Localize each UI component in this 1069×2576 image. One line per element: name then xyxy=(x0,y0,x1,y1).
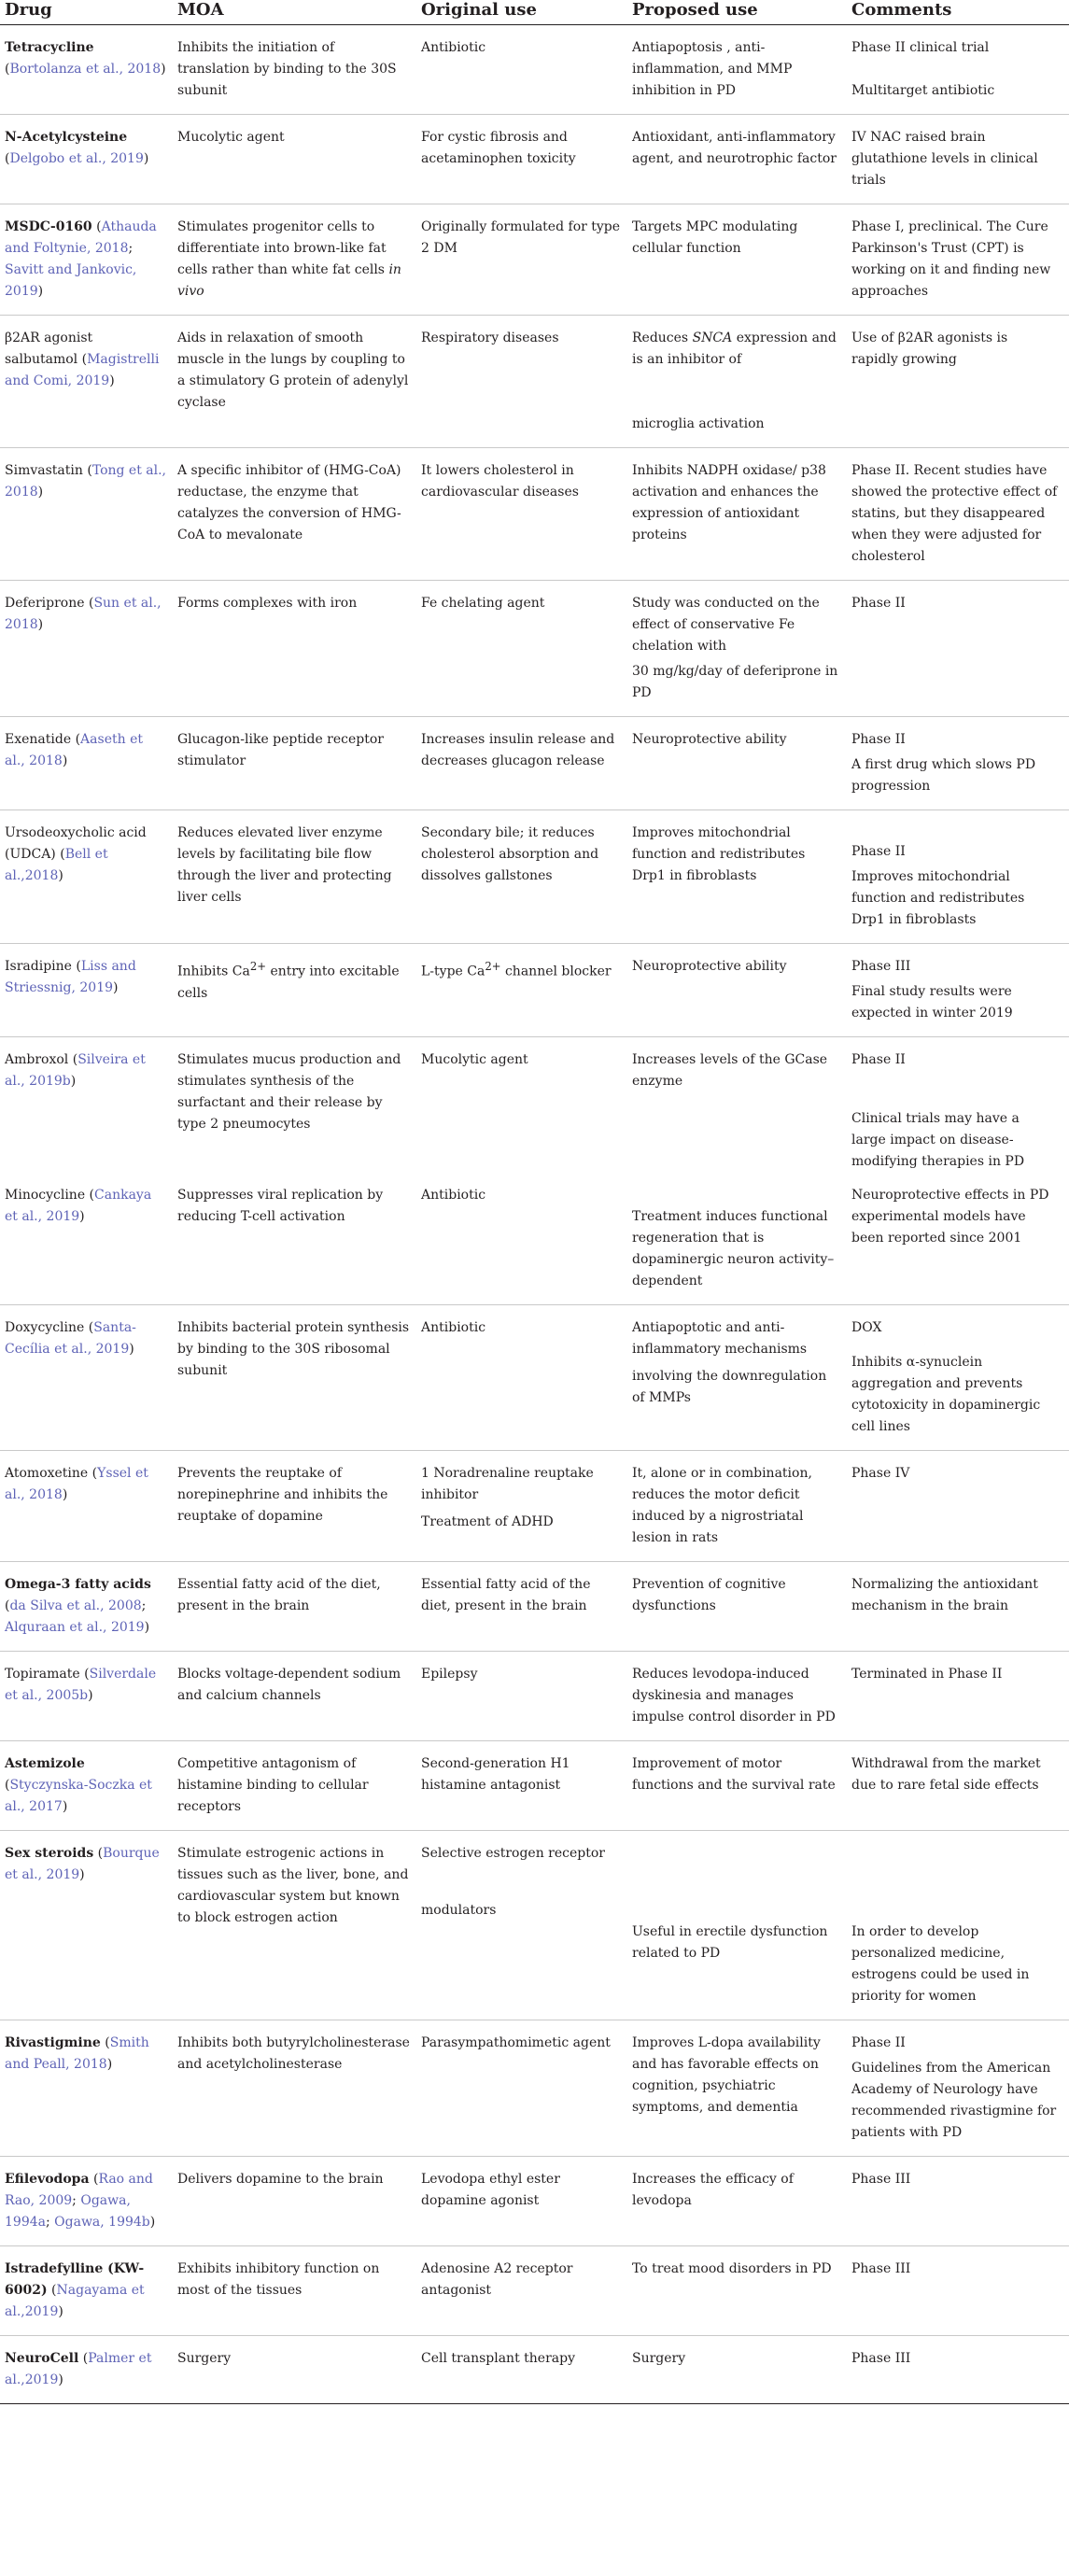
table-row xyxy=(0,810,1069,944)
drug-name: Topiramate xyxy=(5,1667,80,1682)
table-row xyxy=(0,115,1069,204)
moa-cell: A specific inhibitor of (HMG-CoA) reductase, the enzyme that catalyzes the conversion of HMG- CoA to mevalonate xyxy=(177,448,421,581)
original-use-cell: Selective estrogen receptor modulators xyxy=(421,1831,632,2020)
drug-cell: Doxycycline (Santa-Cecília et al., 2019) xyxy=(0,1305,177,1451)
drug-cell: Ursodeoxycholic acid (UDCA) (Bell et al.,2018) xyxy=(0,810,177,944)
moa-cell: Inhibits both butyrylcholinesterase and acetylcholinesterase xyxy=(177,2020,421,2157)
citation-link[interactable]: Liss and Striessnig, 2019 xyxy=(5,959,136,995)
citation-link[interactable]: Smith and Peall, 2018 xyxy=(5,2035,149,2072)
moa-cell: Prevents the reuptake of norepinephrine and inhibits the reuptake of dopamine xyxy=(177,1451,421,1562)
drug-name: Efilevodopa xyxy=(5,2172,90,2187)
drug-name: Astemizole xyxy=(5,1756,85,1771)
drug-cell: Tetracycline (Bortolanza et al., 2018) xyxy=(0,25,177,115)
proposed-use-cell: Improves L-dopa availability and has favorable effects on cognition, psychiatric symptoms, and dementia xyxy=(632,2020,851,2157)
comments-cell: Phase II A first drug which slows PD progression xyxy=(851,717,1069,810)
header-comments: Comments xyxy=(851,0,1069,25)
table-row xyxy=(0,1451,1069,1562)
drug-cell: Exenatide (Aaseth et al., 2018) xyxy=(0,717,177,810)
citation-link[interactable]: Silveira et al., 2019b xyxy=(5,1052,146,1089)
drug-cell: Astemizole (Styczynska-Soczka et al., 2017) xyxy=(0,1741,177,1831)
drug-cell: Rivastigmine (Smith and Peall, 2018) xyxy=(0,2020,177,2157)
original-use-cell: Epilepsy xyxy=(421,1652,632,1741)
proposed-use-cell: Treatment induces functional regeneration that is dopaminergic neuron activity–dependent xyxy=(632,1185,851,1305)
moa-cell: Stimulate estrogenic actions in tissues such as the liver, bone, and cardiovascular system but known to block estrogen action xyxy=(177,1831,421,2020)
comments-cell: Use of β2AR agonists is rapidly growing xyxy=(851,316,1069,448)
drug-name: Exenatide xyxy=(5,732,72,747)
table-row xyxy=(0,2336,1069,2404)
moa-cell: Reduces elevated liver enzyme levels by facilitating bile flow through the liver and protecting liver cells xyxy=(177,810,421,944)
proposed-use-cell: Improves mitochondrial function and redistributes Drp1 in fibroblasts xyxy=(632,810,851,944)
proposed-use-cell: Targets MPC modulating cellular function xyxy=(632,204,851,316)
table-row xyxy=(0,204,1069,316)
original-use-cell: Antibiotic xyxy=(421,1185,632,1305)
citation-link[interactable]: Alquraan et al., 2019 xyxy=(5,1620,145,1635)
moa-cell: Exhibits inhibitory function on most of the tissues xyxy=(177,2246,421,2336)
table-row xyxy=(0,2246,1069,2336)
original-use-cell: Essential fatty acid of the diet, present in the brain xyxy=(421,1562,632,1652)
drug-name: Sex steroids xyxy=(5,1846,94,1861)
drug-cell: Deferiprone (Sun et al., 2018) xyxy=(0,581,177,717)
comments-cell: Phase II xyxy=(851,581,1069,717)
drug-name: β2AR agonist salbutamol xyxy=(5,331,93,367)
original-use-cell: Antibiotic xyxy=(421,25,632,115)
comments-cell: Phase IV xyxy=(851,1451,1069,1562)
citation-link[interactable]: Bell et al.,2018 xyxy=(5,847,108,883)
proposed-use-cell: It, alone or in combination, reduces the motor deficit induced by a nigrostriatal lesion in rats xyxy=(632,1451,851,1562)
drug-name: Atomoxetine xyxy=(5,1466,89,1481)
citation-link[interactable]: Ogawa, 1994b xyxy=(54,2215,150,2230)
drug-cell: Minocycline (Cankaya et al., 2019) xyxy=(0,1185,177,1305)
original-use-cell: Mucolytic agent xyxy=(421,1052,528,1067)
table-row xyxy=(0,1831,1069,2020)
comments-cell: Phase II Clinical trials may have a large impact on disease-modifying therapies in PD xyxy=(851,1052,1025,1169)
original-use-cell: Cell transplant therapy xyxy=(421,2336,632,2404)
original-use-cell: Originally formulated for type 2 DM xyxy=(421,204,632,316)
table-row xyxy=(0,448,1069,581)
drug-cell: Efilevodopa (Rao and Rao, 2009; Ogawa, 1994a; Ogawa, 1994b) xyxy=(0,2157,177,2246)
table-row xyxy=(0,1185,1069,1305)
drug-name: Simvastatin xyxy=(5,463,83,478)
original-use-cell: For cystic fibrosis and acetaminophen toxicity xyxy=(421,115,632,204)
comments-cell: Phase III xyxy=(851,2246,1069,2336)
citation-link[interactable]: Ogawa, 1994a xyxy=(5,2193,131,2230)
table-row xyxy=(0,1741,1069,1831)
proposed-use-cell: Increases the efficacy of levodopa xyxy=(632,2157,851,2246)
drug-cell: NeuroCell (Palmer et al.,2019) xyxy=(0,2336,177,2404)
moa-cell: Inhibits $Ca^{2+}$ entry into excitable cells xyxy=(177,944,421,1037)
moa-cell: Blocks voltage-dependent sodium and calcium channels xyxy=(177,1652,421,1741)
table-row xyxy=(0,581,1069,717)
drug-name: Istradefylline (KW-6002) xyxy=(5,2261,145,2298)
original-use-cell: Adenosine A2 receptor antagonist xyxy=(421,2246,632,2336)
drug-name: Minocycline xyxy=(5,1188,86,1203)
table-row xyxy=(0,316,1069,448)
citation-link[interactable]: Yssel et al., 2018 xyxy=(5,1466,148,1502)
drug-name: Rivastigmine xyxy=(5,2035,101,2050)
comments-cell: DOX Inhibits α-synuclein aggregation and prevents cytotoxicity in dopaminergic cell lines xyxy=(851,1305,1069,1451)
moa-cell: Mucolytic agent xyxy=(177,115,421,204)
citation-link[interactable]: Magistrelli and Comi, 2019 xyxy=(5,352,160,388)
comments-cell xyxy=(851,25,1069,115)
proposed-use-cell: Prevention of cognitive dysfunctions xyxy=(632,1562,851,1652)
citation-link[interactable]: da Silva et al., 2008 xyxy=(9,1598,142,1613)
citation-link[interactable]: Athauda and Foltynie, 2018 xyxy=(5,219,157,256)
drug-name: Tetracycline xyxy=(5,40,94,55)
drug-name: Doxycycline xyxy=(5,1320,85,1335)
citation-link[interactable]: Savitt and Jankovic, 2019 xyxy=(5,262,137,299)
citation-link[interactable]: Styczynska-Soczka et al., 2017 xyxy=(5,1778,152,1814)
moa-cell: Glucagon-like peptide receptor stimulator xyxy=(177,717,421,810)
comments-cell: Phase III xyxy=(851,2336,1069,2404)
drug-cell: Topiramate (Silverdale et al., 2005b) xyxy=(0,1652,177,1741)
moa-cell: Surgery xyxy=(177,2336,421,2404)
citation-link[interactable]: Aaseth et al., 2018 xyxy=(5,732,143,768)
citation-link[interactable]: Bortolanza et al., 2018 xyxy=(9,62,162,77)
drug-cell: MSDC-0160 (Athauda and Foltynie, 2018; Savitt and Jankovic, 2019) xyxy=(0,204,177,316)
table-row xyxy=(0,1305,1069,1451)
moa-cell: Competitive antagonism of histamine binding to cellular receptors xyxy=(177,1741,421,1831)
drug-cell: Isradipine (Liss and Striessnig, 2019) xyxy=(0,944,177,1037)
moa-cell: Aids in relaxation of smooth muscle in the lungs by coupling to a stimulatory G protein of adenylyl cyclase xyxy=(177,316,421,448)
comments-cell: Neuroprotective effects in PD experimental models have been reported since 2001 xyxy=(851,1185,1069,1305)
table-row xyxy=(0,2157,1069,2246)
drug-cell: Simvastatin (Tong et al., 2018) xyxy=(0,448,177,581)
header-proposed-use: Proposed use xyxy=(632,0,851,25)
drug-cell: Ambroxol (Silveira et al., 2019b) xyxy=(5,1052,146,1089)
original-use-cell: Antibiotic xyxy=(421,1305,632,1451)
drug-cell: Omega-3 fatty acids (da Silva et al., 2008; Alquraan et al., 2019) xyxy=(0,1562,177,1652)
proposed-use-cell: Reduces levodopa-induced dyskinesia and manages impulse control disorder in PD xyxy=(632,1652,851,1741)
table-row xyxy=(0,25,1069,115)
comments-cell: IV NAC raised brain glutathione levels in clinical trials xyxy=(851,115,1069,204)
drug-cell: Istradefylline (KW-6002) (Nagayama et al.,2019) xyxy=(0,2246,177,2336)
proposed-use-cell: Antiapoptosis , anti-inflammation, and MMP inhibition in PD xyxy=(632,25,851,115)
comment-text: Phase II clinical trial xyxy=(851,40,990,55)
original-use-cell: It lowers cholesterol in cardiovascular diseases xyxy=(421,448,632,581)
comment-text: Multitarget antibiotic xyxy=(851,83,995,98)
table-row xyxy=(0,717,1069,810)
citation-link[interactable]: Cankaya et al., 2019 xyxy=(5,1188,152,1224)
comments-cell: In order to develop personalized medicine, estrogens could be used in priority for women xyxy=(851,1831,1069,2020)
proposed-use-cell: To treat mood disorders in PD xyxy=(632,2246,851,2336)
proposed-use-cell: Improvement of motor functions and the survival rate xyxy=(632,1741,851,1831)
citation-link[interactable]: Rao and Rao, 2009 xyxy=(5,2172,153,2208)
drug-name: Ursodeoxycholic acid (UDCA) xyxy=(5,825,147,862)
comments-cell: Normalizing the antioxidant mechanism in the brain xyxy=(851,1562,1069,1652)
proposed-use-cell: Study was conducted on the effect of conservative Fe chelation with 30 mg/kg/day of deferiprone in PD xyxy=(632,581,851,717)
moa-cell: Delivers dopamine to the brain xyxy=(177,2157,421,2246)
header-moa: MOA xyxy=(177,0,421,25)
original-use-cell: Parasympathomimetic agent xyxy=(421,2020,632,2157)
drug-name: Ambroxol xyxy=(5,1052,69,1067)
citation-link[interactable]: Bourque et al., 2019 xyxy=(5,1846,160,1882)
drug-name: Isradipine xyxy=(5,959,72,974)
original-use-cell: Increases insulin release and decreases glucagon release xyxy=(421,717,632,810)
drug-name: MSDC-0160 xyxy=(5,219,92,234)
proposed-use-cell: Surgery xyxy=(632,2336,851,2404)
proposed-use-cell: Reduces SNCA expression and is an inhibitor of microglia activation xyxy=(632,316,851,448)
table-row xyxy=(0,944,1069,1037)
citation-link[interactable]: Palmer et al.,2019 xyxy=(5,2351,152,2387)
original-use-cell: Levodopa ethyl ester dopamine agonist xyxy=(421,2157,632,2246)
moa-cell: Stimulates progenitor cells to differentiate into brown-like fat cells rather than white fat cells in vivo xyxy=(177,204,421,316)
header-drug: Drug xyxy=(0,0,177,25)
drug-name: N-Acetylcysteine xyxy=(5,130,128,145)
comments-cell: Phase II Improves mitochondrial function and redistributes Drp1 in fibroblasts xyxy=(851,810,1069,944)
citation-link[interactable]: Sun et al., 2018 xyxy=(5,596,162,632)
drug-cell: Sex steroids (Bourque et al., 2019) xyxy=(0,1831,177,2020)
citation-link[interactable]: Santa-Cecília et al., 2019 xyxy=(5,1320,136,1357)
moa-cell: Suppresses viral replication by reducing T-cell activation xyxy=(177,1185,421,1305)
drug-cell: N-Acetylcysteine (Delgobo et al., 2019) xyxy=(0,115,177,204)
drug-name: Omega-3 fatty acids xyxy=(5,1577,151,1592)
comments-cell: Withdrawal from the market due to rare fetal side effects xyxy=(851,1741,1069,1831)
moa-cell: Inhibits the initiation of translation by binding to the 30S subunit xyxy=(177,25,421,115)
comments-cell: Phase II. Recent studies have showed the protective effect of statins, but they disappeared when they were adjusted for cholesterol xyxy=(851,448,1069,581)
citation-link[interactable]: Delgobo et al., 2019 xyxy=(9,151,144,166)
proposed-use-cell: Antioxidant, anti-inflammatory agent, and neurotrophic factor xyxy=(632,115,851,204)
drug-name: NeuroCell xyxy=(5,2351,79,2366)
drug-name: Deferiprone xyxy=(5,596,85,611)
table-row xyxy=(0,1037,1069,1186)
table-header-row xyxy=(0,0,1069,25)
comments-cell: Phase II Guidelines from the American Academy of Neurology have recommended rivastigmine for patients with PD xyxy=(851,2020,1069,2157)
comments-cell: Phase III xyxy=(851,2157,1069,2246)
original-use-cell: L-type $Ca^{2+}$ channel blocker xyxy=(421,944,632,1037)
original-use-cell: 1 Noradrenaline reuptake inhibitor Treatment of ADHD xyxy=(421,1451,632,1562)
header-original-use: Original use xyxy=(421,0,632,25)
table-row xyxy=(0,2020,1069,2157)
citation-link[interactable]: Silverdale et al., 2005b xyxy=(5,1667,157,1703)
table-row xyxy=(0,1562,1069,1652)
citation-link[interactable]: Nagayama et al.,2019 xyxy=(5,2283,145,2319)
moa-cell: Stimulates mucus production and stimulates synthesis of the surfactant and their release by type 2 pneumocytes xyxy=(177,1052,401,1132)
original-use-cell: Fe chelating agent xyxy=(421,581,632,717)
comments-cell: Phase III Final study results were expected in winter 2019 xyxy=(851,944,1069,1037)
proposed-use-cell: Inhibits NADPH oxidase/ p38 activation and enhances the expression of antioxidant proteins xyxy=(632,448,851,581)
proposed-use-cell: Antiapoptotic and anti-inflammatory mechanisms involving the downregulation of MMPs xyxy=(632,1305,851,1451)
original-use-cell: Secondary bile; it reduces cholesterol absorption and dissolves gallstones xyxy=(421,810,632,944)
proposed-use-cell: Increases levels of the GCase enzyme xyxy=(632,1052,828,1089)
table-row xyxy=(0,1652,1069,1741)
drug-cell: Atomoxetine (Yssel et al., 2018) xyxy=(0,1451,177,1562)
moa-cell: Essential fatty acid of the diet, present in the brain xyxy=(177,1562,421,1652)
original-use-cell: Respiratory diseases xyxy=(421,316,632,448)
moa-cell: Inhibits bacterial protein synthesis by binding to the 30S ribosomal subunit xyxy=(177,1305,421,1451)
moa-cell: Forms complexes with iron xyxy=(177,581,421,717)
proposed-use-cell: Neuroprotective ability xyxy=(632,944,851,1037)
citation-link[interactable]: Tong et al., 2018 xyxy=(5,463,167,500)
comments-cell: Terminated in Phase II xyxy=(851,1652,1069,1741)
comments-cell: Phase I, preclinical. The Cure Parkinson's Trust (CPT) is working on it and finding new approaches xyxy=(851,204,1069,316)
drug-cell: β2AR agonist salbutamol (Magistrelli and Comi, 2019) xyxy=(0,316,177,448)
proposed-use-cell: Useful in erectile dysfunction related to PD xyxy=(632,1831,851,2020)
proposed-use-cell: Neuroprotective ability xyxy=(632,717,851,810)
original-use-cell: Second-generation H1 histamine antagonist xyxy=(421,1741,632,1831)
